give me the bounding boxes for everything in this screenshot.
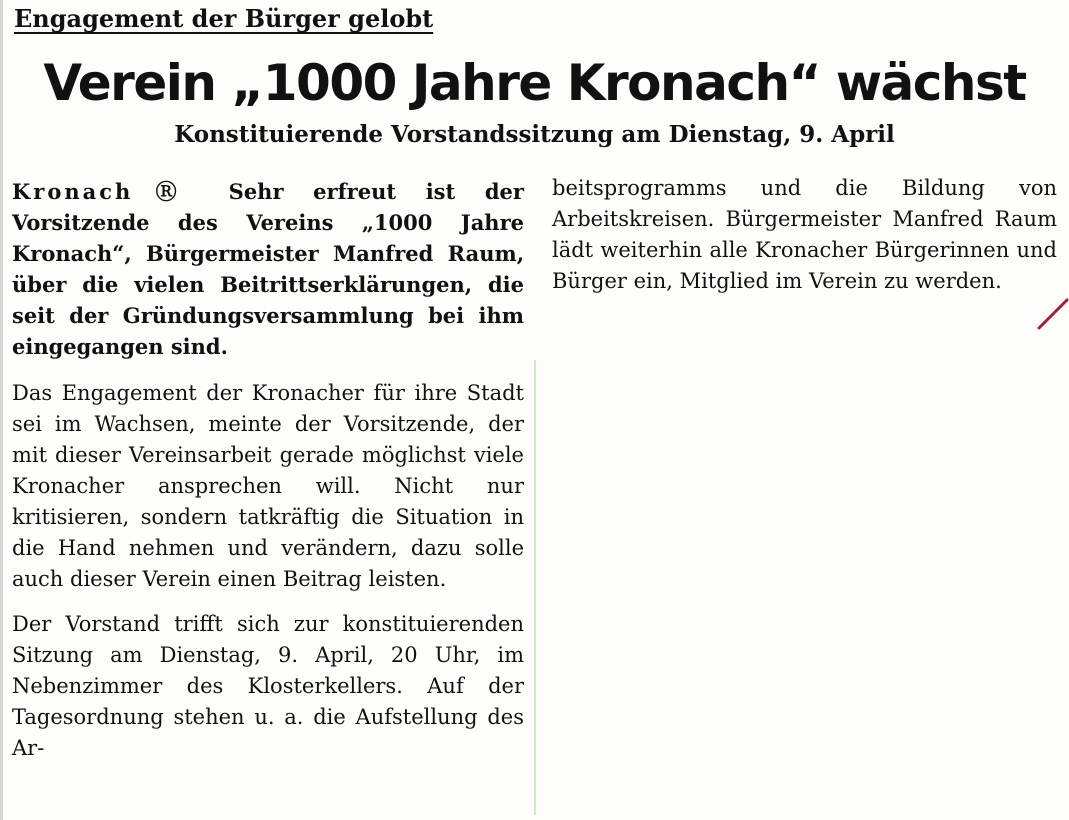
pen-mark-icon [1033, 298, 1069, 334]
article-paragraph-2-part-1: Der Vorstand trifft sich zur konstituierenden Sitzung am Dienstag, 9. April, 20 Uhr, im Nebenzimmer des Klosterkellers. Auf der Tagesordnung stehen u. a. die Aufstellung des Ar- [12, 612, 524, 760]
article-kicker: Engagement der Bürger gelobt [14, 4, 434, 33]
lead-text: Sehr erfreut ist der Vorsitzende des Vereins „1000 Jahre Kronach“, Bürgermeister Manfred Raum, über die vielen Beitrittserklärungen, die seit der Gründungsversammlung bei ihm eingegangen sind. [12, 179, 524, 359]
article-paragraph-2-part-2: beitsprogramms und die Bildung von Arbeitskreisen. Bürgermeister Manfred Raum lädt weiterhin alle Kronacher Bürgerinnen und Bürger ein, Mitglied im Verein zu werden. [552, 176, 1057, 293]
dateline: Kronach [12, 179, 134, 204]
article-subhead: Konstituierende Vorstandssitzung am Dienstag, 9. April [174, 121, 895, 148]
article-paragraph-1: Das Engagement der Kronacher für ihre Stadt sei im Wachsen, meinte der Vorsitzende, der mit dieser Vereinsarbeit gerade möglichst viele Kronacher ansprechen will. Nicht nur kritisieren, sondern tatkräftig die Situation in die Hand nehmen und verändern, dazu solle auch dieser Verein einen Beitrag leisten. [12, 381, 524, 591]
article-lead [12, 176, 524, 362]
column-divider [534, 360, 536, 815]
article-column-left [12, 176, 524, 778]
article-column-right [552, 173, 1057, 311]
article-headline: Verein „1000 Jahre Kronach“ wächst [43, 54, 1026, 112]
agency-mark: Ⓡ [133, 179, 199, 204]
